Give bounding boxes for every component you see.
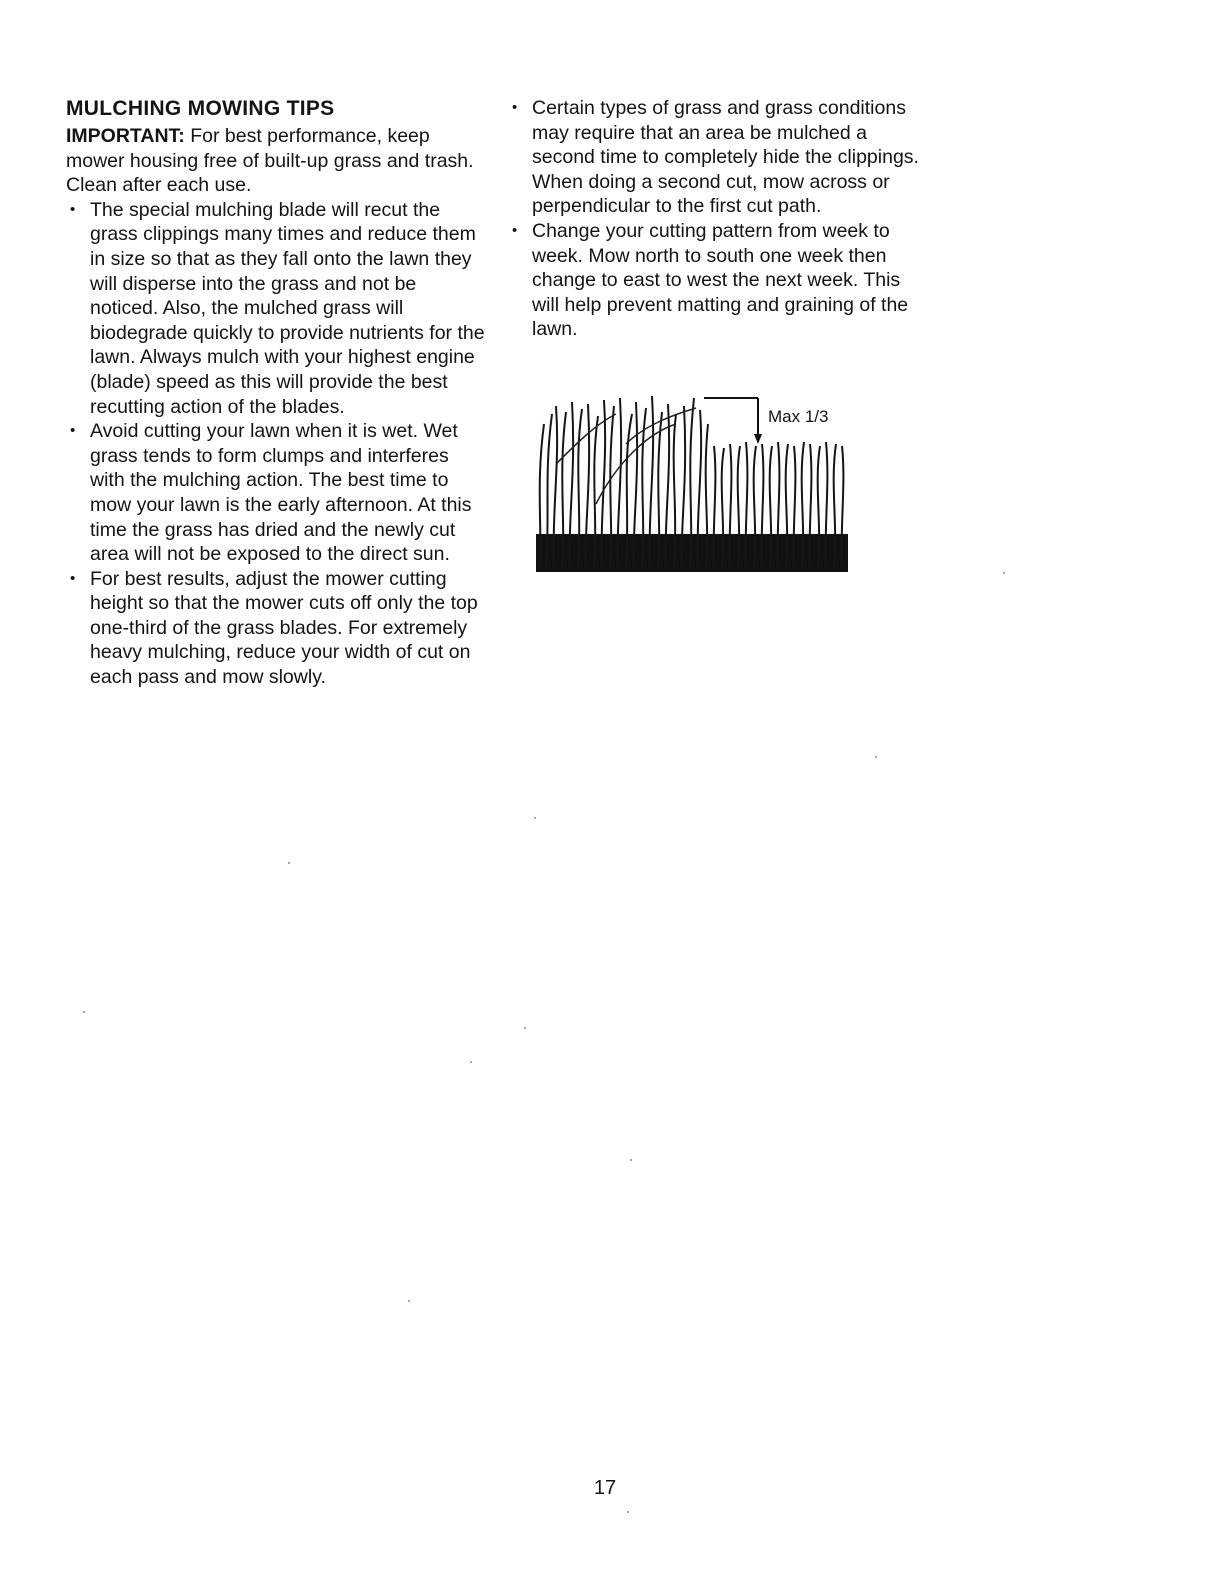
- bullet-text: Certain types of grass and grass conditions may require that an area be mulched a second time to completely hide the clippings. When doing a second cut, mow across or perpendicular to the first cut path.: [532, 97, 919, 218]
- scan-speck: [627, 1511, 629, 1513]
- bullet-icon: •: [512, 99, 518, 116]
- scan-speck: [408, 1300, 410, 1302]
- scan-speck: [534, 817, 536, 819]
- important-label: IMPORTANT:: [66, 125, 185, 147]
- bullet-item: [66, 198, 486, 419]
- right-column: [508, 96, 928, 342]
- bullet-text: Change your cutting pattern from week to week. Mow north to south one week then change to east to west the next week. This will help prevent matting and graining of the lawn.: [532, 219, 909, 341]
- important-note: [66, 124, 486, 198]
- grass-height-illustration-icon: [536, 384, 848, 574]
- section-heading: MULCHING MOWING TIPS: [66, 97, 335, 120]
- bullet-text: For best results, adjust the mower cutting height so that the mower cuts off only the top one-third of the grass blades. For extremely heavy mulching, reduce your width of cut on each pass and mow slowly.: [90, 567, 478, 689]
- arrow-down-icon: [754, 434, 762, 444]
- bullet-icon: •: [70, 200, 76, 218]
- max-label: Max 1/3: [768, 407, 829, 426]
- bullet-item: [66, 419, 486, 567]
- bullet-item: [66, 567, 486, 690]
- left-bullet-list: [66, 198, 486, 690]
- bullet-icon: •: [70, 422, 76, 440]
- bullet-item: [508, 96, 928, 219]
- important-text: For best performance, keep mower housing free of built-up grass and trash. Clean after each use.: [66, 125, 474, 197]
- scan-speck: [630, 1159, 632, 1161]
- right-bullet-list: [508, 96, 928, 342]
- bullet-icon: •: [512, 221, 518, 239]
- bullet-item: [508, 219, 928, 342]
- bullet-text: Avoid cutting your lawn when it is wet. Wet grass tends to form clumps and interferes with the mulching action. The best time to mow your lawn is the early afternoon. At this time the grass has dried and the newly cut area will not be exposed to the direct sun.: [90, 420, 472, 566]
- scan-speck: [1003, 572, 1005, 574]
- max-height-bracket: [704, 398, 758, 442]
- left-column: [66, 96, 486, 690]
- page-number: 17: [593, 1477, 617, 1499]
- bullet-text: The special mulching blade will recut the grass clippings many times and reduce them in size so that as they fall onto the lawn they will disperse into the grass and not be noticed. Also, the mulched grass will biodegrade quickly to provide nutrients for the lawn. Always mulch with your highest engine (blade) speed as this will provide the best recutting action of the blades.: [90, 198, 485, 418]
- grass-height-figure: [536, 384, 848, 574]
- scan-speck: [288, 862, 290, 864]
- scan-speck: [83, 1011, 85, 1013]
- scan-speck: [524, 1027, 526, 1029]
- scan-speck: [470, 1061, 472, 1063]
- scan-speck: [875, 756, 877, 758]
- bullet-icon: •: [70, 569, 76, 587]
